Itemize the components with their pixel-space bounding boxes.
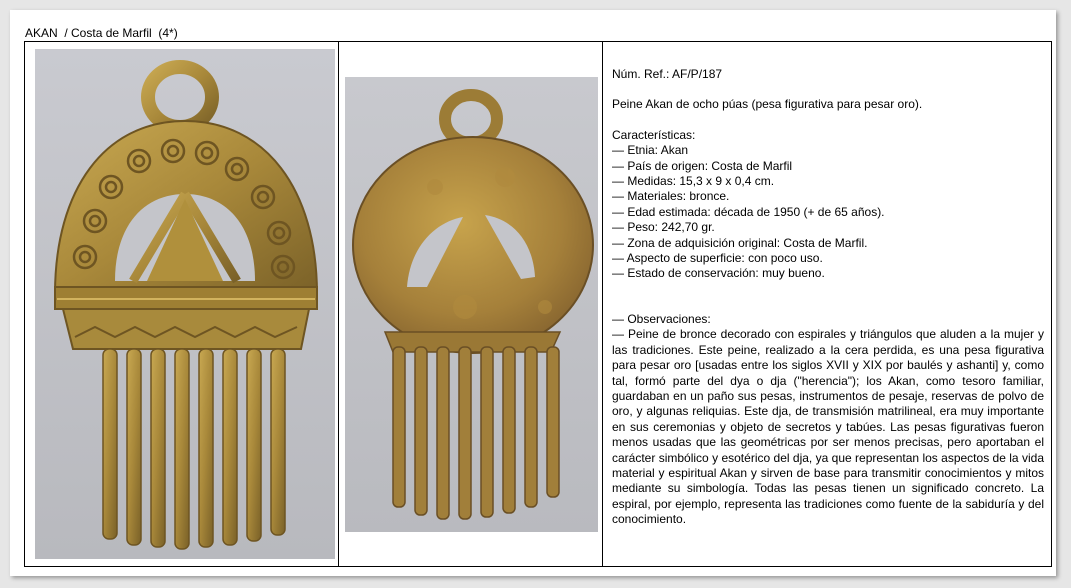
feature-item: — Zona de adquisición original: Costa de Marfil. (612, 235, 868, 250)
front-photo (35, 49, 335, 559)
item-info (612, 67, 1044, 528)
features-title: Características: (612, 127, 696, 142)
feature-item: — Medidas: 15,3 x 9 x 0,4 cm. (612, 174, 775, 189)
back-photo (345, 77, 598, 532)
column-divider (338, 42, 339, 566)
column-divider (602, 42, 603, 566)
document-sheet (10, 10, 1056, 576)
item-description: Peine Akan de ocho púas (pesa figurativa para pesar oro). (612, 97, 923, 112)
feature-item: — Peso: 242,70 gr. (612, 220, 715, 235)
reference-number: Núm. Ref.: AF/P/187 (612, 67, 723, 81)
brass-comb-back-icon (345, 77, 598, 532)
feature-item: — Edad estimada: década de 1950 (+ de 65 años). (612, 204, 885, 219)
observations-title: — Observaciones: (612, 311, 711, 326)
feature-item: — Etnia: Akan (612, 143, 689, 158)
header-title: AKAN / Costa de Marfil (4*) (25, 26, 178, 40)
feature-item: — Materiales: bronce. (612, 189, 730, 204)
observations-text: — Peine de bronce decorado con espirales y triángulos que aluden a la mujer y las tradiciones. Este peine, realizado a la cera perdida, es una pesa figurativa para pesar oro [usadas entre los siglos XVII y XIX por baulés y ashanti] y, como tal, formó parte del dya o dja ("herencia"); los Akan, como tesoro familiar, guardaban en un paño sus pesas, instrumentos de pesaje, reservas de polvo de oro, y algunas reliquias. Este dja, de transmisión matrilineal, era muy importante en sus ceremonias y objeto de secretos y tabúes. Las pesas figurativas fueron menos usadas que las geométricas por ser menos precisas, pero aportaban el carácter simbólico y esotérico del dja, ya que representan los aspectos de la vida material y espiritual Akan y sirven de base para transmitir conocimientos y mitos mediante su simbología. Todas las pesas tienen un significado concreto. La espiral, por ejemplo, representa las tradiciones como fuente de la sabiduría y del conocimiento. (612, 327, 1044, 527)
feature-item: — Aspecto de superficie: con poco uso. (612, 251, 823, 266)
catalog-table (24, 41, 1052, 567)
feature-item: — País de origen: Costa de Marfil (612, 158, 793, 173)
brass-comb-front-icon (35, 49, 335, 559)
feature-item: — Estado de conservación: muy bueno. (612, 266, 825, 281)
